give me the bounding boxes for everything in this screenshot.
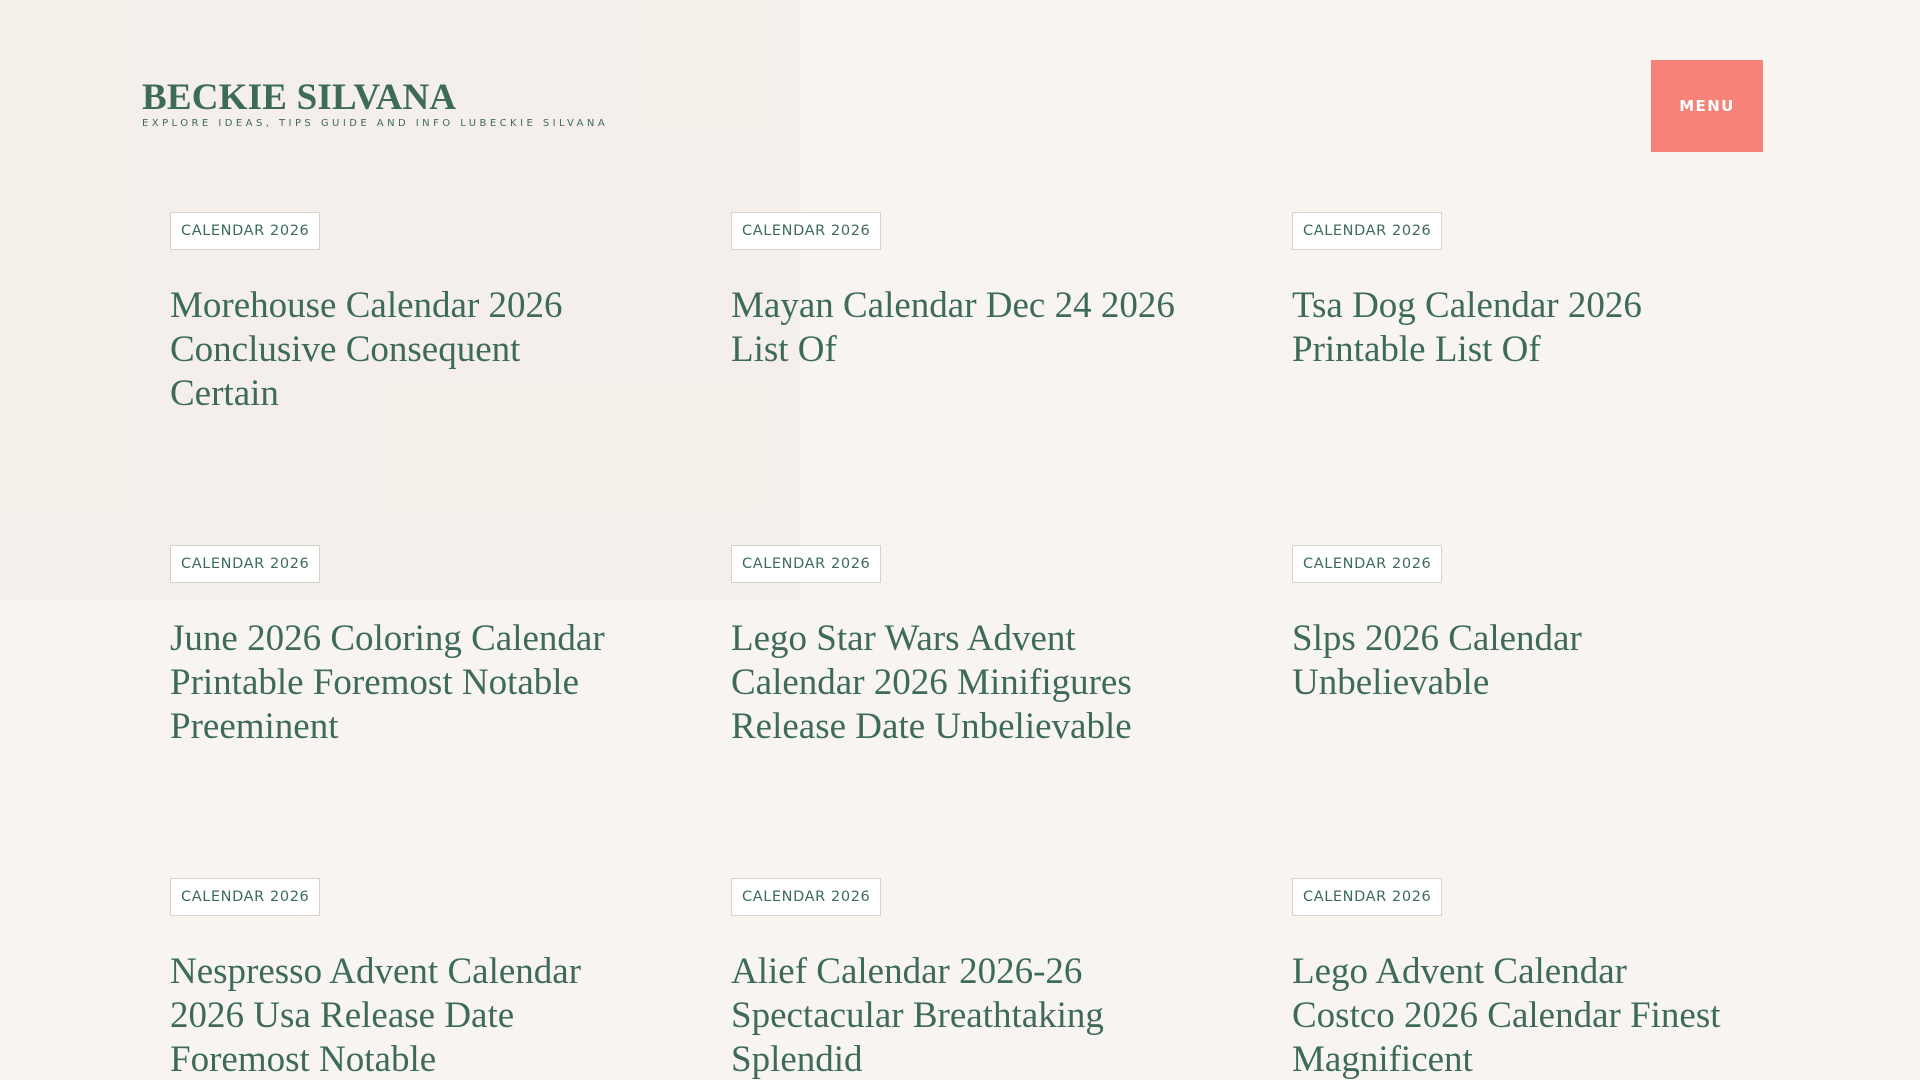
menu-button[interactable]: MENU [1651,60,1763,152]
site-tagline: EXPLORE IDEAS, TIPS GUIDE AND INFO LUBECKIE SILVANA [142,118,609,129]
post-title[interactable]: Lego Star Wars Advent Calendar 2026 Minifigures Release Date Unbelievable [731,618,1132,747]
category-tag[interactable]: CALENDAR 2026 [170,545,320,583]
post-card [731,545,1176,878]
category-tag[interactable]: CALENDAR 2026 [1292,212,1442,250]
site-header [142,60,1763,152]
category-tag[interactable]: CALENDAR 2026 [731,212,881,250]
post-title[interactable]: Alief Calendar 2026-26 Spectacular Breathtaking Splendid [731,951,1104,1080]
post-title[interactable]: Slps 2026 Calendar Unbelievable [1292,618,1582,703]
category-tag[interactable]: CALENDAR 2026 [1292,878,1442,916]
category-tag[interactable]: CALENDAR 2026 [731,545,881,583]
post-card [1292,212,1737,545]
site-title-link[interactable]: BECKIE SILVANA [142,77,457,118]
category-tag[interactable]: CALENDAR 2026 [1292,545,1442,583]
category-tag[interactable]: CALENDAR 2026 [731,878,881,916]
category-tag[interactable]: CALENDAR 2026 [170,212,320,250]
post-card [170,545,615,878]
post-card [731,212,1176,545]
category-tag[interactable]: CALENDAR 2026 [170,878,320,916]
post-title[interactable]: June 2026 Coloring Calendar Printable Foremost Notable Preeminent [170,618,605,747]
post-card [1292,878,1737,1080]
post-title[interactable]: Nespresso Advent Calendar 2026 Usa Release Date Foremost Notable [170,951,582,1080]
site-branding [142,79,608,129]
post-card [170,212,615,545]
post-card [731,878,1176,1080]
post-title[interactable]: Morehouse Calendar 2026 Conclusive Consequent Certain [170,285,563,414]
post-title[interactable]: Mayan Calendar Dec 24 2026 List Of [731,285,1175,370]
post-card [170,878,615,1080]
posts-grid [170,212,1751,1080]
post-title[interactable]: Tsa Dog Calendar 2026 Printable List Of [1292,285,1642,370]
post-card [1292,545,1737,878]
post-title[interactable]: Lego Advent Calendar Costco 2026 Calendar Finest Magnificent [1292,951,1721,1080]
